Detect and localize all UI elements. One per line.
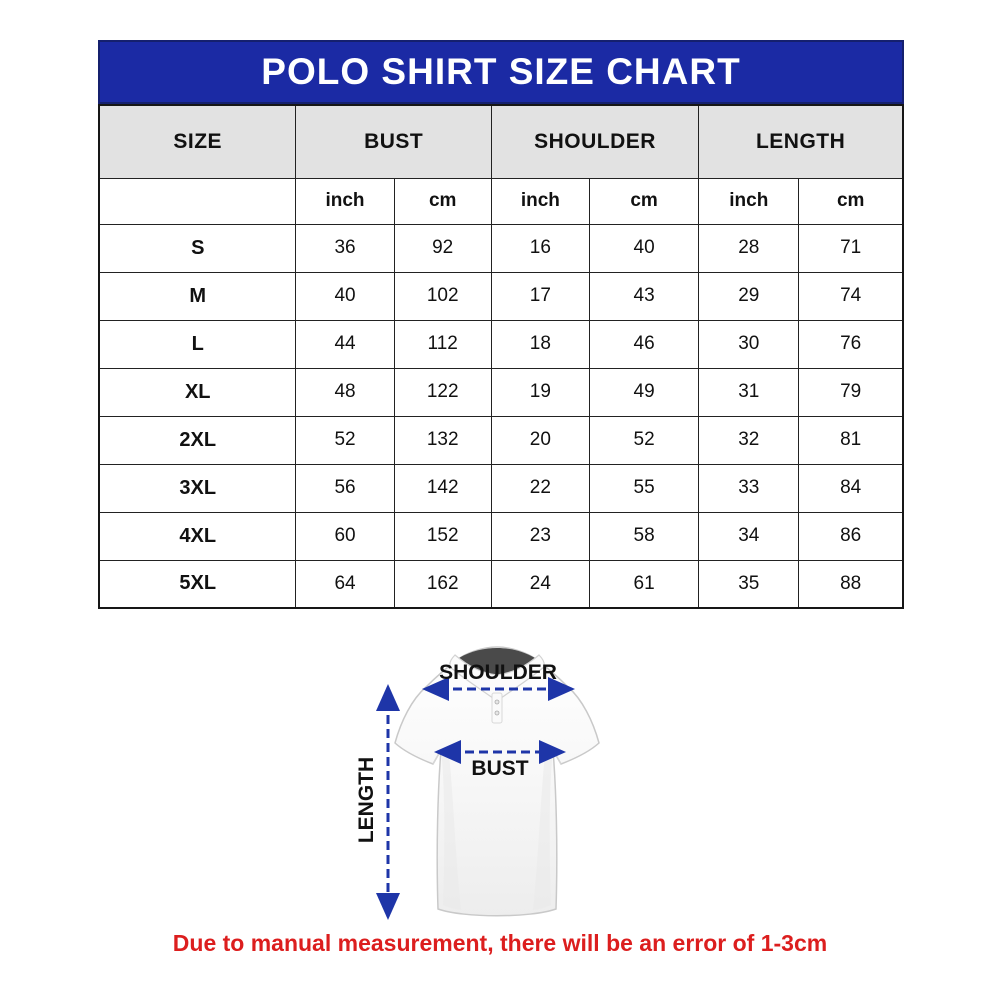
- value-cell: 52: [589, 416, 698, 464]
- value-cell: 55: [589, 464, 698, 512]
- size-cell: L: [99, 320, 296, 368]
- value-cell: 17: [491, 272, 589, 320]
- value-cell: 52: [296, 416, 394, 464]
- polo-shirt-illustration: [345, 635, 655, 935]
- value-cell: 22: [491, 464, 589, 512]
- size-cell: XL: [99, 368, 296, 416]
- value-cell: 60: [296, 512, 394, 560]
- value-cell: 35: [699, 560, 799, 608]
- size-cell: 2XL: [99, 416, 296, 464]
- measurement-diagram: [345, 635, 655, 935]
- unit-cell: inch: [699, 178, 799, 224]
- unit-cell-empty: [99, 178, 296, 224]
- size-cell: 5XL: [99, 560, 296, 608]
- column-header-length: LENGTH: [699, 105, 903, 178]
- table-row: [99, 368, 903, 416]
- size-cell: M: [99, 272, 296, 320]
- value-cell: 56: [296, 464, 394, 512]
- length-label: LENGTH: [355, 756, 378, 844]
- column-header-shoulder: SHOULDER: [491, 105, 698, 178]
- value-cell: 29: [699, 272, 799, 320]
- value-cell: 162: [394, 560, 491, 608]
- value-cell: 20: [491, 416, 589, 464]
- value-cell: 49: [589, 368, 698, 416]
- value-cell: 46: [589, 320, 698, 368]
- value-cell: 79: [799, 368, 903, 416]
- value-cell: 43: [589, 272, 698, 320]
- value-cell: 30: [699, 320, 799, 368]
- unit-cell: inch: [296, 178, 394, 224]
- shirt-button: [495, 711, 499, 715]
- size-cell: 4XL: [99, 512, 296, 560]
- value-cell: 48: [296, 368, 394, 416]
- table-row: [99, 464, 903, 512]
- table-row: [99, 560, 903, 608]
- value-cell: 152: [394, 512, 491, 560]
- unit-cell: cm: [589, 178, 698, 224]
- value-cell: 142: [394, 464, 491, 512]
- value-cell: 92: [394, 224, 491, 272]
- value-cell: 88: [799, 560, 903, 608]
- value-cell: 84: [799, 464, 903, 512]
- value-cell: 32: [699, 416, 799, 464]
- shoulder-label: SHOULDER: [439, 661, 557, 684]
- value-cell: 58: [589, 512, 698, 560]
- value-cell: 24: [491, 560, 589, 608]
- bust-label: BUST: [471, 757, 529, 780]
- value-cell: 44: [296, 320, 394, 368]
- shirt-placket: [492, 693, 502, 723]
- table-row: [99, 512, 903, 560]
- value-cell: 18: [491, 320, 589, 368]
- table-row: [99, 320, 903, 368]
- value-cell: 102: [394, 272, 491, 320]
- table-row: [99, 224, 903, 272]
- title-bar: [98, 40, 904, 104]
- size-chart-table: [98, 104, 904, 609]
- table-row: [99, 416, 903, 464]
- value-cell: 76: [799, 320, 903, 368]
- value-cell: 33: [699, 464, 799, 512]
- value-cell: 61: [589, 560, 698, 608]
- value-cell: 16: [491, 224, 589, 272]
- shirt-button: [495, 700, 499, 704]
- value-cell: 19: [491, 368, 589, 416]
- value-cell: 34: [699, 512, 799, 560]
- value-cell: 23: [491, 512, 589, 560]
- size-cell: 3XL: [99, 464, 296, 512]
- value-cell: 86: [799, 512, 903, 560]
- column-header-bust: BUST: [296, 105, 491, 178]
- value-cell: 31: [699, 368, 799, 416]
- unit-cell: cm: [394, 178, 491, 224]
- value-cell: 28: [699, 224, 799, 272]
- value-cell: 132: [394, 416, 491, 464]
- unit-cell: cm: [799, 178, 903, 224]
- value-cell: 40: [589, 224, 698, 272]
- value-cell: 122: [394, 368, 491, 416]
- value-cell: 36: [296, 224, 394, 272]
- table-row: [99, 272, 903, 320]
- column-group-header-row: [99, 105, 903, 178]
- value-cell: 74: [799, 272, 903, 320]
- size-cell: S: [99, 224, 296, 272]
- unit-cell: inch: [491, 178, 589, 224]
- value-cell: 81: [799, 416, 903, 464]
- value-cell: 40: [296, 272, 394, 320]
- column-header-size: SIZE: [99, 105, 296, 178]
- value-cell: 71: [799, 224, 903, 272]
- unit-header-row: [99, 178, 903, 224]
- measurement-disclaimer: Due to manual measurement, there will be an error of 1-3cm: [172, 930, 828, 956]
- value-cell: 64: [296, 560, 394, 608]
- page-title: POLO SHIRT SIZE CHART: [261, 51, 741, 92]
- value-cell: 112: [394, 320, 491, 368]
